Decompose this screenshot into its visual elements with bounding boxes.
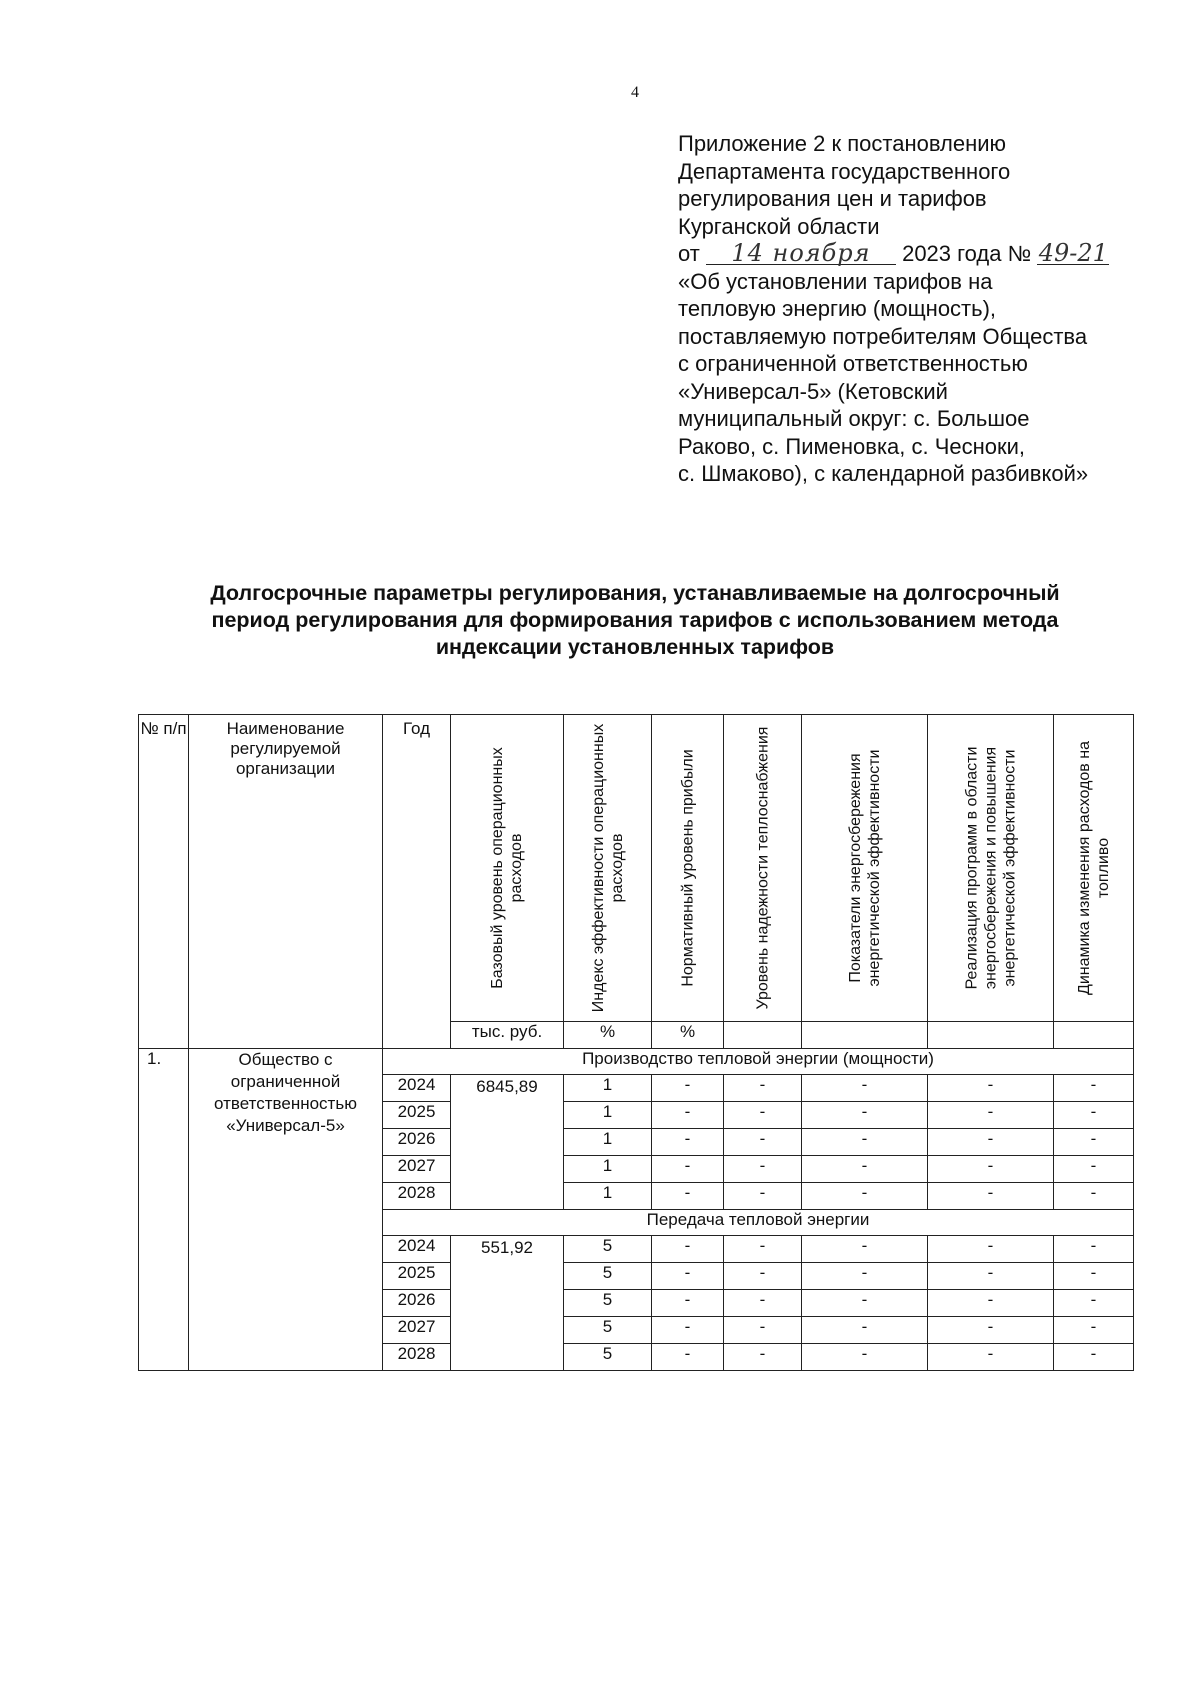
title-line: Долгосрочные параметры регулирования, устанавливаемые на долгосрочный [210, 581, 1060, 605]
unit-empty [928, 1022, 1054, 1049]
cell-efficiency: 5 [564, 1317, 652, 1344]
cell-base-cost: 551,92 [451, 1236, 564, 1371]
cell-energy: - [802, 1290, 928, 1317]
cell-efficiency: 1 [564, 1156, 652, 1183]
cell-energy: - [802, 1183, 928, 1210]
cell-year: 2027 [383, 1317, 451, 1344]
parameters-table [138, 714, 1134, 1371]
cell-fuel: - [1054, 1317, 1134, 1344]
date-prefix: от [678, 241, 700, 266]
cell-programs: - [928, 1317, 1054, 1344]
date-year: 2023 года № [902, 241, 1032, 266]
cell-reliability: - [724, 1102, 802, 1129]
cell-energy: - [802, 1075, 928, 1102]
cell-profit: - [652, 1317, 724, 1344]
title-line: период регулирования для формирования тарифов с использованием метода [211, 608, 1059, 632]
handwritten-number: 49-21 [1038, 239, 1108, 267]
header-year: Год [383, 715, 451, 1049]
title-line: индексации установленных тарифов [435, 635, 835, 659]
header-base-cost: Базовый уровень операционных расходов [489, 747, 525, 989]
cell-programs: - [928, 1183, 1054, 1210]
cell-year: 2025 [383, 1263, 451, 1290]
cell-reliability: - [724, 1075, 802, 1102]
cell-profit: - [652, 1129, 724, 1156]
cell-energy: - [802, 1102, 928, 1129]
cell-reliability: - [724, 1236, 802, 1263]
cell-fuel: - [1054, 1183, 1134, 1210]
unit-efficiency: % [564, 1022, 652, 1049]
appendix-line: Приложение 2 к постановлению [678, 131, 1007, 156]
cell-year: 2028 [383, 1183, 451, 1210]
cell-programs: - [928, 1129, 1054, 1156]
header-energy-indicators: Показатели энергосбережения энергетической эффективности [846, 749, 883, 987]
header-profit: Нормативный уровень прибыли [679, 749, 696, 987]
cell-year: 2026 [383, 1290, 451, 1317]
subject-line: поставляемую потребителям Общества [678, 323, 1088, 349]
header-num: № п/п [139, 715, 189, 1049]
cell-reliability: - [724, 1183, 802, 1210]
subject-line: «Об установлении тарифов на [678, 268, 993, 294]
header-reliability: Уровень надежности теплоснабжения [754, 726, 771, 1010]
cell-profit: - [652, 1344, 724, 1371]
appendix-line: регулирования цен и тарифов [678, 186, 987, 211]
cell-efficiency: 1 [564, 1183, 652, 1210]
cell-programs: - [928, 1075, 1054, 1102]
unit-empty [1054, 1022, 1134, 1049]
cell-fuel: - [1054, 1156, 1134, 1183]
cell-programs: - [928, 1236, 1054, 1263]
appendix-line: Курганской области [678, 213, 880, 239]
row-number: 1. [139, 1049, 189, 1371]
cell-fuel: - [1054, 1075, 1134, 1102]
cell-programs: - [928, 1263, 1054, 1290]
cell-profit: - [652, 1183, 724, 1210]
section-title-production: Производство тепловой энергии (мощности) [383, 1049, 1134, 1075]
cell-profit: - [652, 1075, 724, 1102]
cell-energy: - [802, 1236, 928, 1263]
cell-profit: - [652, 1102, 724, 1129]
cell-efficiency: 1 [564, 1129, 652, 1156]
cell-reliability: - [724, 1344, 802, 1371]
subject-line: с ограниченной ответственностью [678, 351, 1028, 376]
cell-efficiency: 5 [564, 1236, 652, 1263]
cell-profit: - [652, 1236, 724, 1263]
organization-name: Общество с ограниченной ответственностью «Универсал-5» [189, 1049, 383, 1371]
cell-energy: - [802, 1344, 928, 1371]
subject-line: «Универсал-5» (Кетовский [678, 378, 948, 404]
cell-year: 2024 [383, 1236, 451, 1263]
cell-fuel: - [1054, 1236, 1134, 1263]
cell-profit: - [652, 1263, 724, 1290]
cell-efficiency: 5 [564, 1290, 652, 1317]
appendix-block [678, 130, 1178, 488]
header-fuel: Динамика изменения расходов на топливо [1075, 741, 1112, 996]
cell-profit: - [652, 1156, 724, 1183]
header-efficiency: Индекс эффективности операционных расходов [589, 723, 626, 1013]
appendix-line: Департамента государственного [678, 158, 1011, 184]
cell-year: 2025 [383, 1102, 451, 1129]
cell-energy: - [802, 1263, 928, 1290]
cell-base-cost: 6845,89 [451, 1075, 564, 1210]
cell-programs: - [928, 1290, 1054, 1317]
page-number: 4 [631, 84, 639, 101]
cell-reliability: - [724, 1129, 802, 1156]
section-title-transmission: Передача тепловой энергии [383, 1210, 1134, 1236]
header-row [139, 715, 1134, 1022]
cell-energy: - [802, 1156, 928, 1183]
subject-line: Раково, с. Пименовка, с. Чесноки, [678, 433, 1026, 459]
header-programs: Реализация программ в области энергосбережения и повышения энергетической эффективности [963, 746, 1018, 990]
cell-fuel: - [1054, 1129, 1134, 1156]
cell-programs: - [928, 1344, 1054, 1371]
cell-programs: - [928, 1156, 1054, 1183]
cell-energy: - [802, 1129, 928, 1156]
cell-efficiency: 5 [564, 1263, 652, 1290]
cell-reliability: - [724, 1263, 802, 1290]
cell-reliability: - [724, 1317, 802, 1344]
cell-fuel: - [1054, 1263, 1134, 1290]
cell-programs: - [928, 1102, 1054, 1129]
unit-empty [802, 1022, 928, 1049]
cell-profit: - [652, 1290, 724, 1317]
subject-line: тепловую энергию (мощность), [678, 296, 997, 321]
cell-reliability: - [724, 1290, 802, 1317]
appendix-date-line [678, 240, 1178, 268]
cell-efficiency: 1 [564, 1102, 652, 1129]
unit-base-cost: тыс. руб. [451, 1022, 564, 1049]
cell-year: 2027 [383, 1156, 451, 1183]
cell-fuel: - [1054, 1344, 1134, 1371]
cell-efficiency: 1 [564, 1075, 652, 1102]
cell-energy: - [802, 1317, 928, 1344]
header-org: Наименование регулируемой организации [189, 715, 383, 1049]
cell-year: 2024 [383, 1075, 451, 1102]
subject-line: муниципальный округ: с. Большое [678, 406, 1030, 431]
cell-year: 2028 [383, 1344, 451, 1371]
unit-profit: % [652, 1022, 724, 1049]
cell-fuel: - [1054, 1290, 1134, 1317]
section-row [139, 1049, 1134, 1075]
cell-efficiency: 5 [564, 1344, 652, 1371]
unit-empty [724, 1022, 802, 1049]
cell-reliability: - [724, 1156, 802, 1183]
cell-year: 2026 [383, 1129, 451, 1156]
handwritten-date: 14 ноября [706, 242, 896, 265]
subject-line: с. Шмаково), с календарной разбивкой» [678, 461, 1089, 486]
document-title [100, 580, 1170, 661]
cell-fuel: - [1054, 1102, 1134, 1129]
